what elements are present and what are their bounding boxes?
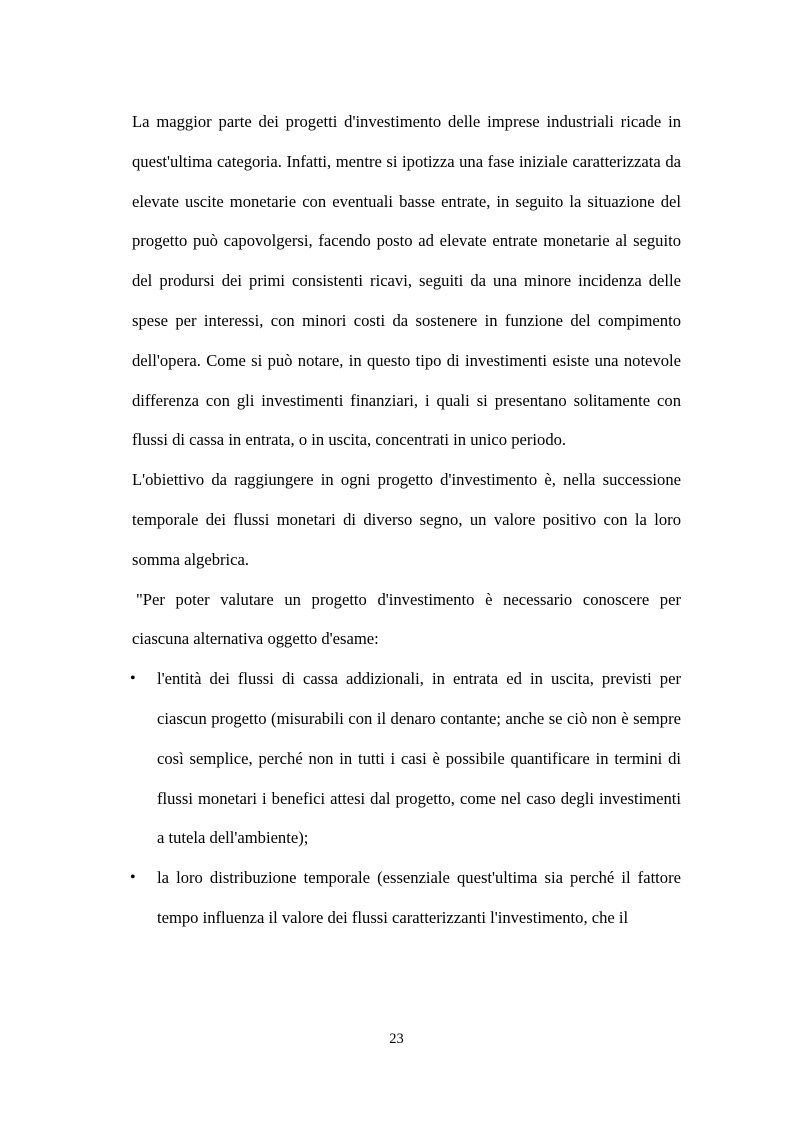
page-number: 23 [389, 1031, 404, 1047]
paragraph-investment-category: La maggior parte dei progetti d'investimento delle imprese industriali ricade in quest'ultima categoria. Infatti, mentre si ipotizza una fase iniziale caratterizzata da elevate uscite monetarie con eventuali basse entrate, in seguito la situazione del progetto può capovolgersi, facendo posto ad elevate entrate monetarie al seguito del prodursi dei primi consistenti ricavi, seguiti da una minore incidenza delle spese per interessi, con minori costi da sostenere in funzione del compimento dell'opera. Come si può notare, in questo tipo di investimenti esiste una notevole differenza con gli investimenti finanziari, i quali si presentano solitamente con flussi di cassa in entrata, o in uscita, concentrati in unico periodo. [132, 112, 681, 450]
list-item-text: l'entità dei flussi di cassa addizionali, in entrata ed in uscita, previsti per ciascun progetto (misurabili con il denaro contante; anche se ciò non è sempre così semplice, perché non in tutti i casi è possibile quantificare in termini di flussi monetari i benefici attesi dal progetto, come nel caso degli investimenti a tutela dell'ambiente); [157, 669, 681, 848]
bullet-icon: • [130, 670, 136, 688]
bullet-icon: • [130, 869, 136, 887]
list-item [132, 858, 681, 938]
paragraph-objective: L'obiettivo da raggiungere in ogni progetto d'investimento è, nella successione temporale dei flussi monetari di diverso segno, un valore positivo con la loro somma algebrica. [132, 470, 681, 569]
list-item-text: la loro distribuzione temporale (essenziale quest'ultima sia perché il fattore tempo influenza il valore dei flussi caratterizzanti l'investimento, che il [157, 868, 681, 927]
paragraph-evaluation-intro: "Per poter valutare un progetto d'investimento è necessario conoscere per ciascuna alternativa oggetto d'esame: [132, 589, 681, 649]
body-text [132, 102, 681, 938]
requirements-list [132, 659, 681, 938]
list-item [132, 659, 681, 858]
